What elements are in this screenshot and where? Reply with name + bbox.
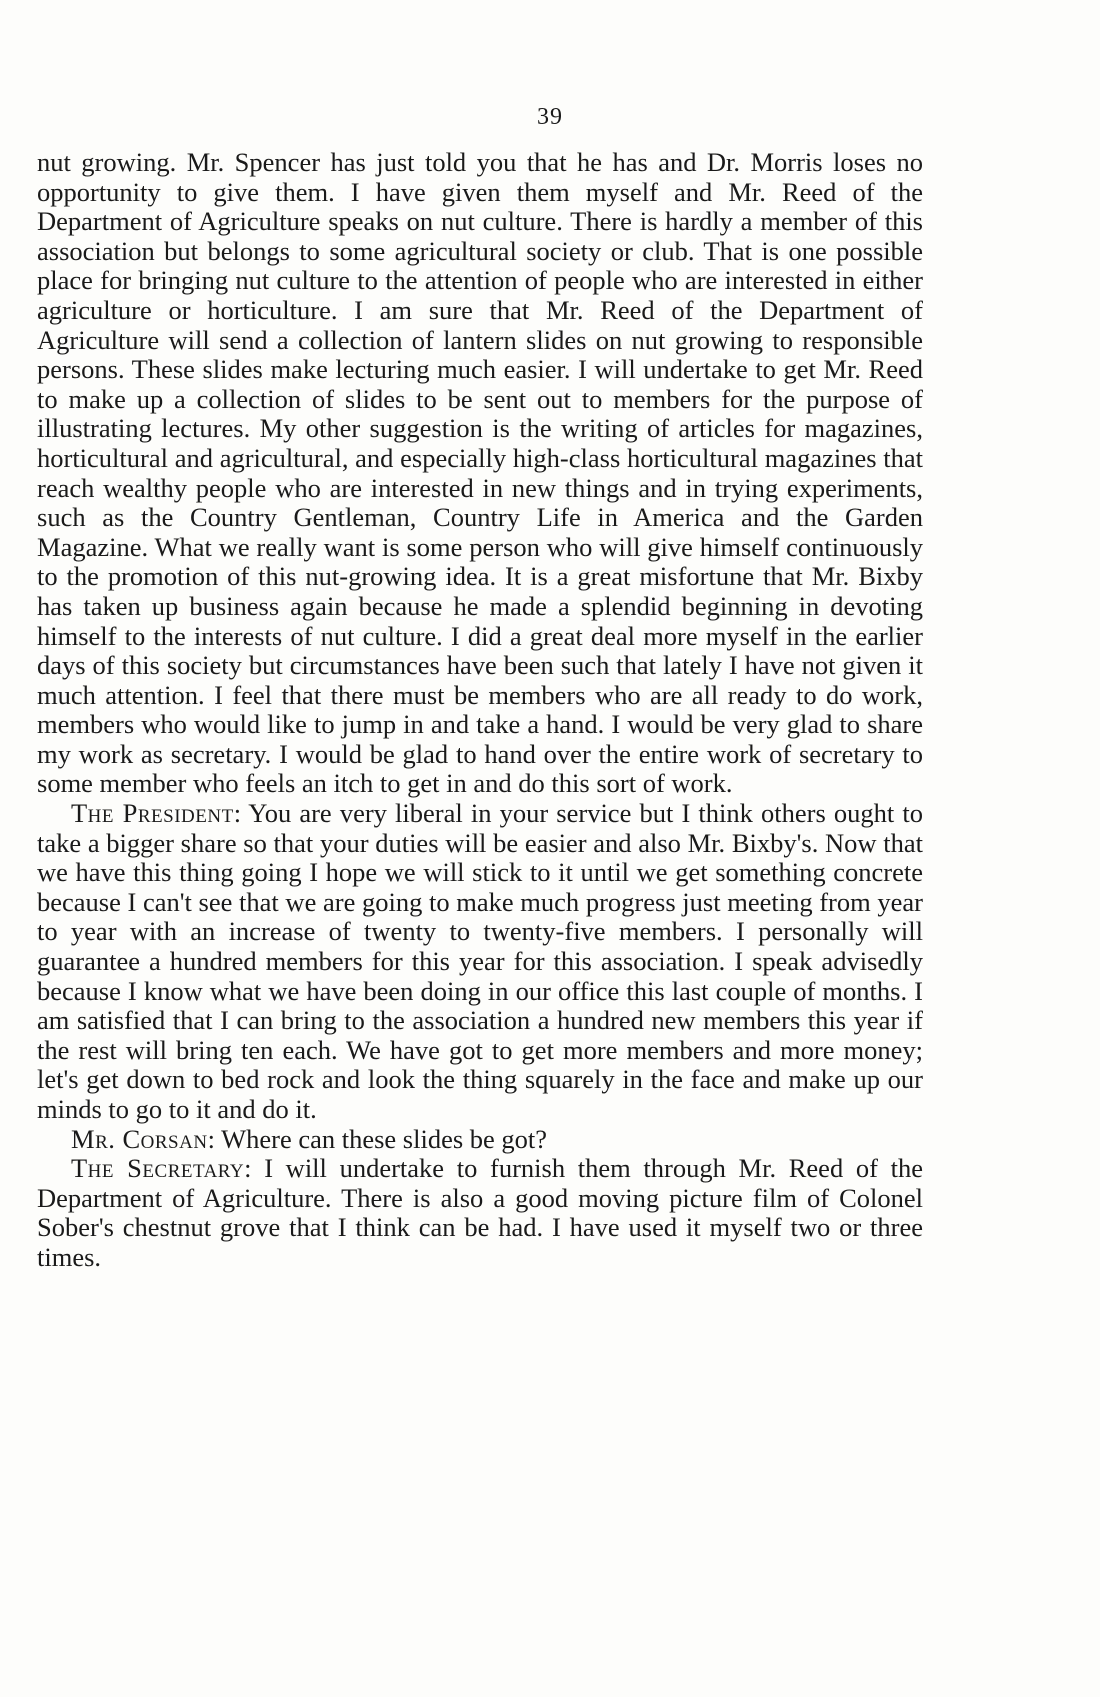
page-number: 39 (537, 104, 563, 130)
paragraph-text: I will undertake to furnish them through Mr. Reed of the Department of Agriculture. There is also a good moving picture film of Colonel Sober's chestnut grove that I think can be had. I have used it myself two or three times. (37, 1153, 923, 1272)
paragraph-text: nut growing. Mr. Spencer has just told you that he has and Dr. Morris loses no opportunity to give them. I have given them myself and Mr. Reed of the Department of Agriculture speaks on nut culture. There is hardly a member of this association but belongs to some agricultural society or club. That is one possible place for bringing nut culture to the attention of people who are interested in either agriculture or horticulture. I am sure that Mr. Reed of the Department of Agriculture will send a collection of lantern slides on nut growing to responsible persons. These slides make lecturing much easier. I will undertake to get Mr. Reed to make up a collection of slides to be sent out to members for the purpose of illustrating lectures. My other suggestion is the writing of articles for magazines, horticultural and agricultural, and especially high-class horticultural magazines that reach wealthy people who are interested in new things and in trying experiments, such as the Country Gentleman, Country Life in America and the Garden Magazine. What we really want is some person who will give himself continuously to the promotion of this nut-growing idea. It is a great misfortune that Mr. Bixby has taken up business again because he made a splendid beginning in devoting himself to the interests of nut culture. I did a great deal more myself in the earlier days of this society but circumstances have been such that lately I have not given it much attention. I feel that there must be members who are all ready to do work, members who would like to jump in and take a hand. I would be very glad to share my work as secretary. I would be glad to hand over the entire work of secretary to some member who feels an itch to get in and do this sort of work. (37, 147, 923, 799)
paragraph-secretary (37, 1154, 923, 1272)
speaker-colon: : (244, 1153, 265, 1184)
paragraph-secretary-continued (37, 148, 923, 799)
speaker-name: Mr. Corsan (71, 1123, 208, 1154)
body-text (37, 148, 923, 1273)
paragraph-text: You are very liberal in your service but I think others ought to take a bigger share so that your duties will be easier and also Mr. Bixby's. Now that we have this thing going I hope we will stick to it until we get something concrete because I can't see that we are going to make much progress just meeting from year to year with an increase of twenty to twenty-five members. I personally will guarantee a hundred members for this year for this association. I speak advisedly because I know what we have been doing in our office this last couple of months. I am satisfied that I can bring to the association a hundred new members this year if the rest will bring ten each. We have got to get more members and more money; let's get down to bed rock and look the thing squarely in the face and make up our minds to go to it and do it. (37, 798, 923, 1124)
paragraph-president (37, 799, 923, 1125)
paragraph-text: Where can these slides be got? (221, 1123, 548, 1154)
speaker-colon: : (207, 1123, 222, 1154)
speaker-name: The Secretary (71, 1153, 245, 1184)
speaker-colon: : (233, 798, 249, 829)
speaker-name: The President (71, 798, 234, 829)
paragraph-corsan (37, 1125, 923, 1155)
